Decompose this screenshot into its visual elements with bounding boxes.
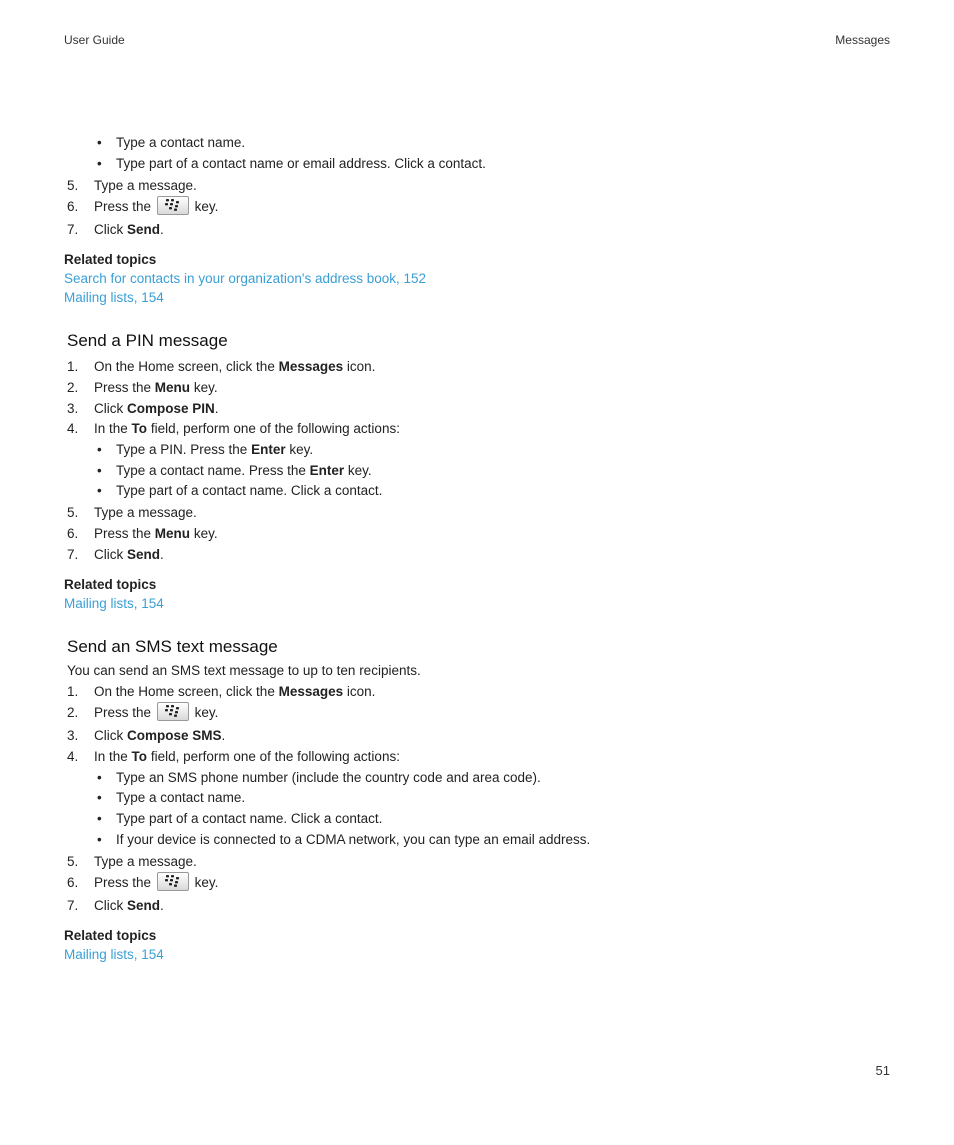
section-title-sms: Send an SMS text message: [67, 637, 278, 656]
page-header-right: Messages: [835, 33, 890, 47]
page-header-left: User Guide: [64, 33, 125, 47]
related-link-mailing-lists[interactable]: Mailing lists, 154: [64, 290, 164, 305]
related-topics-heading: Related topics: [64, 577, 157, 592]
related-topics-heading: Related topics: [64, 928, 157, 943]
page-number: 51: [875, 1063, 890, 1078]
blackberry-menu-key-icon: [157, 196, 189, 215]
related-topics-heading: Related topics: [64, 252, 157, 267]
blackberry-menu-key-icon: [157, 702, 189, 721]
related-link-search-contacts[interactable]: Search for contacts in your organization's address book, 152: [64, 271, 427, 286]
related-link-mailing-lists[interactable]: Mailing lists, 154: [64, 947, 164, 962]
blackberry-menu-key-icon: [157, 872, 189, 891]
related-link-mailing-lists[interactable]: Mailing lists, 154: [64, 596, 164, 611]
section-title-pin: Send a PIN message: [67, 331, 228, 350]
